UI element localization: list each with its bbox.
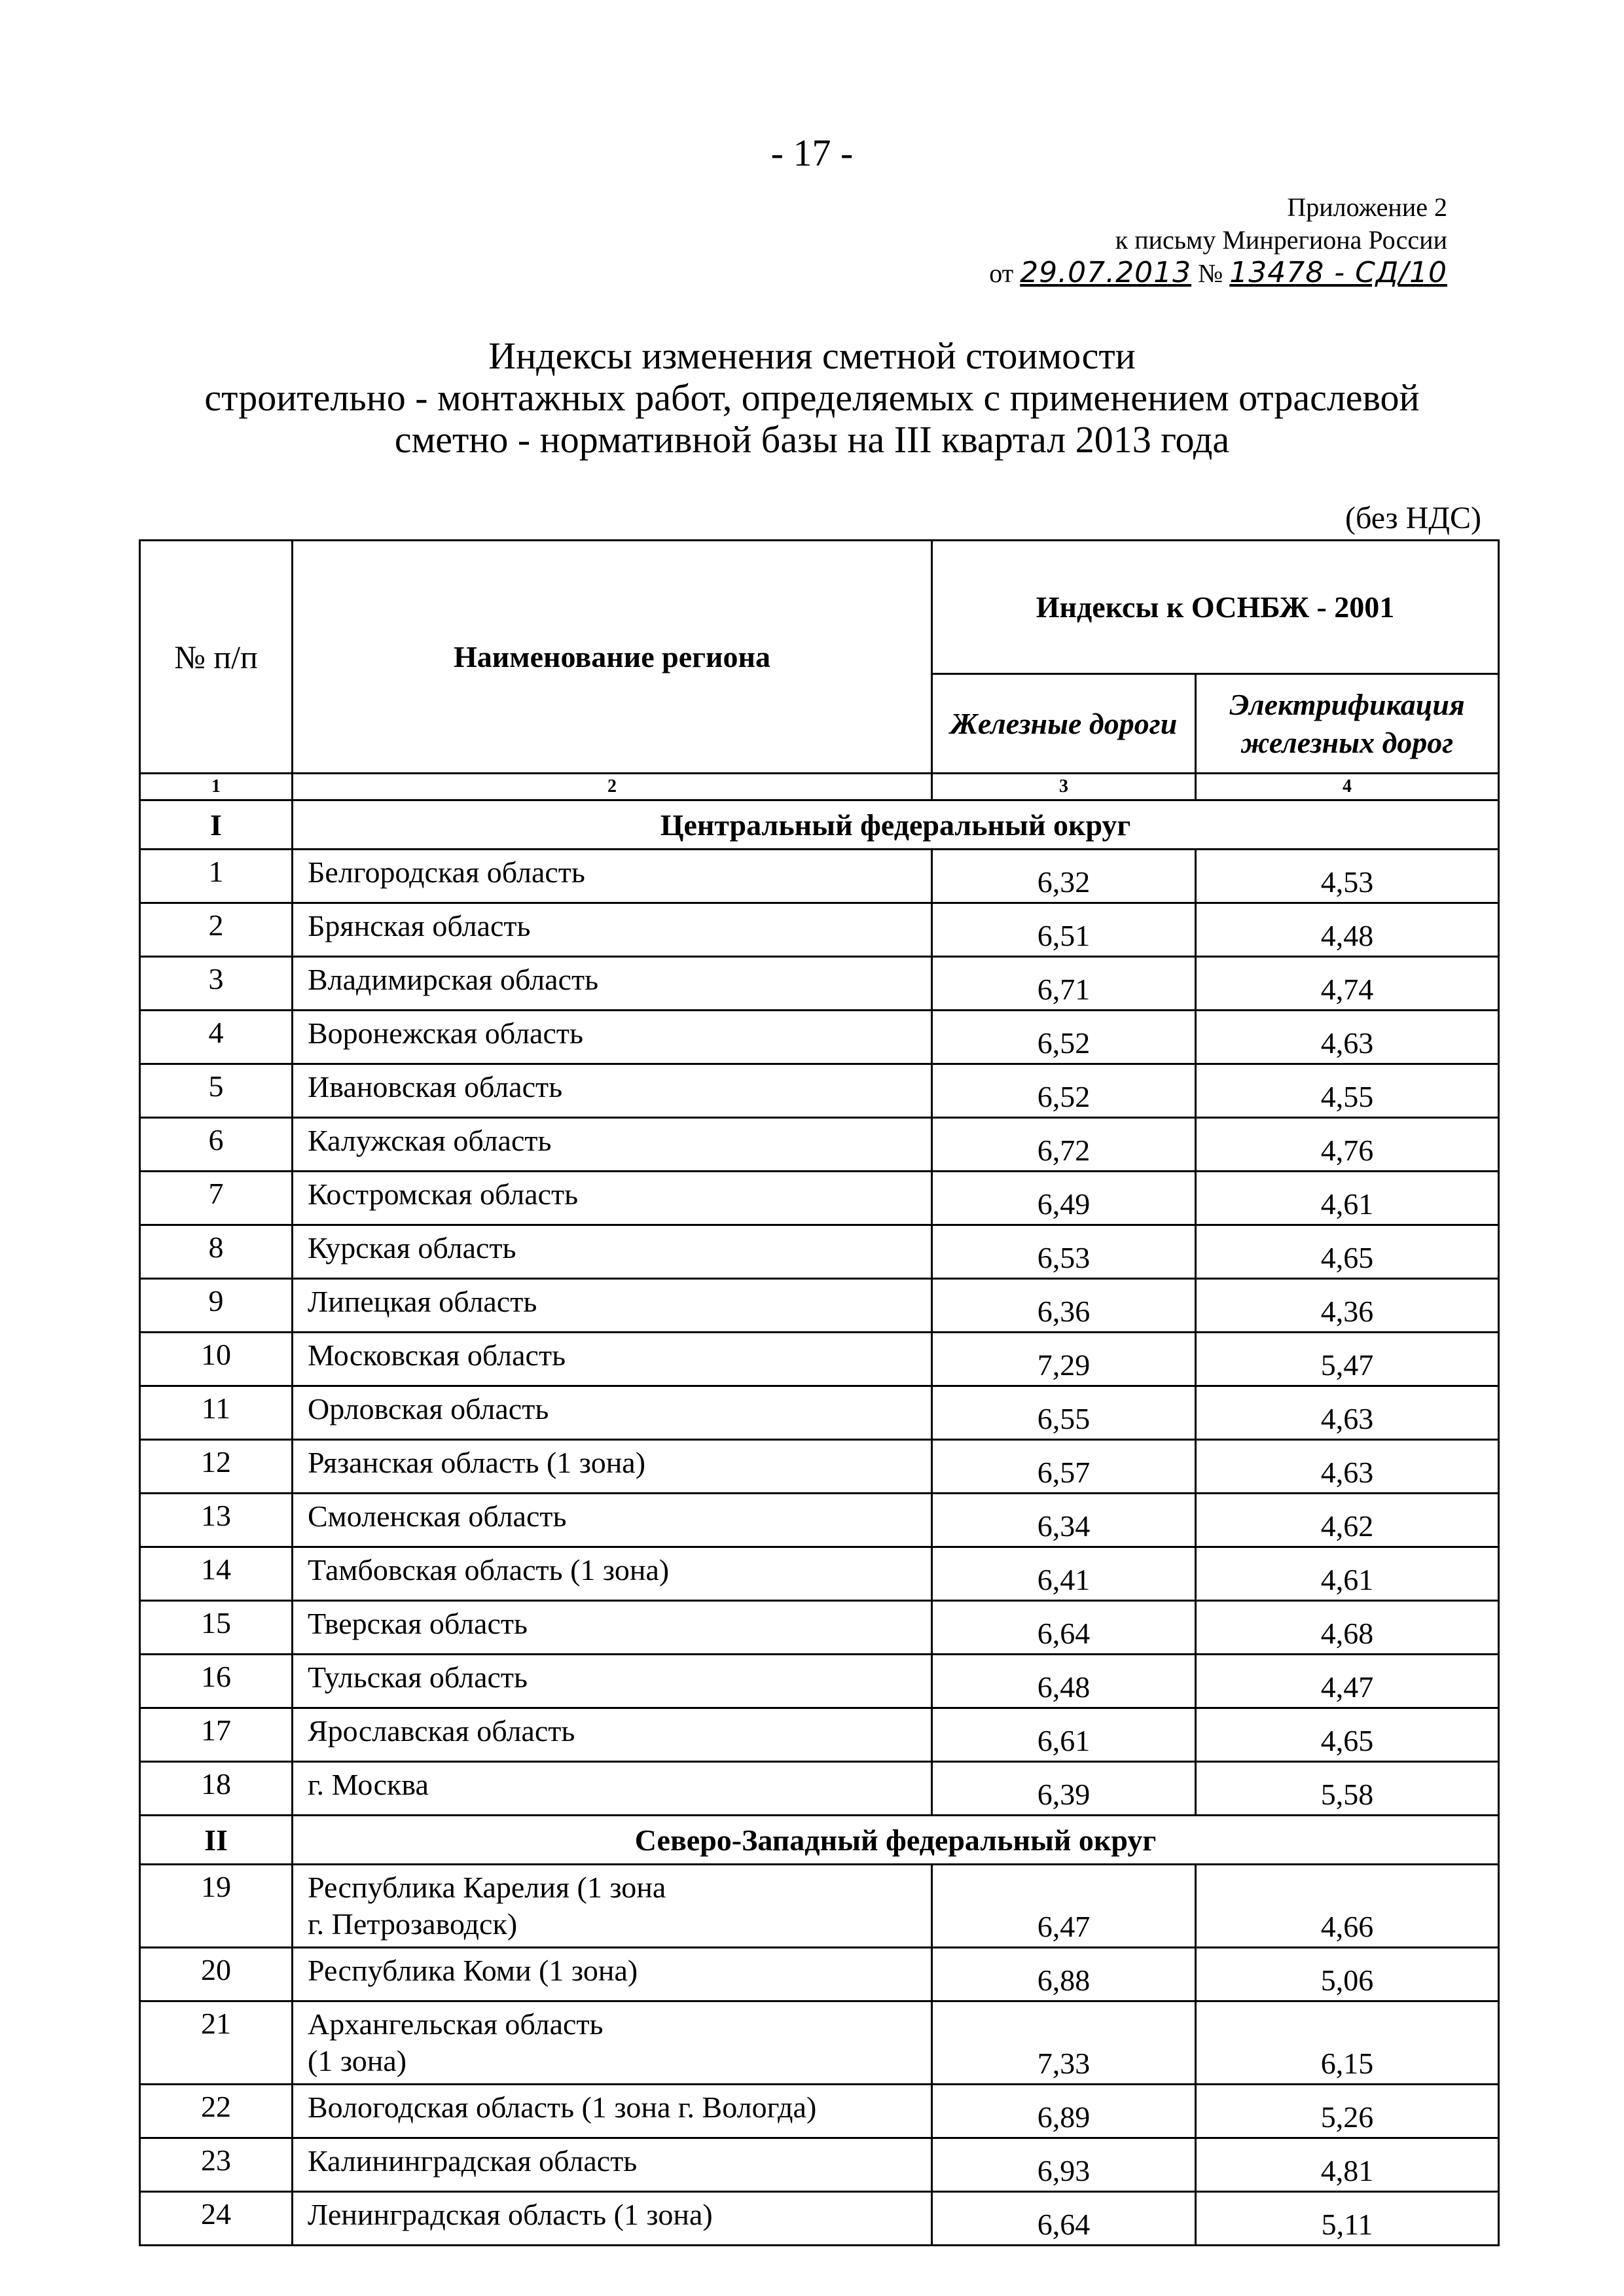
section-row-northwest xyxy=(140,1816,1499,1865)
electrification-index: 4,48 xyxy=(1196,903,1499,957)
region-name: Московская область xyxy=(293,1333,932,1386)
table-row xyxy=(140,2085,1499,2138)
electrification-index: 4,66 xyxy=(1196,1865,1499,1948)
row-number: 12 xyxy=(140,1440,293,1494)
railways-index: 6,51 xyxy=(932,903,1196,957)
row-number: 20 xyxy=(140,1948,293,2001)
table-row xyxy=(140,1279,1499,1333)
railways-index: 6,34 xyxy=(932,1494,1196,1547)
row-number: 17 xyxy=(140,1708,293,1762)
electrification-index: 4,61 xyxy=(1196,1547,1499,1601)
column-number-row xyxy=(140,774,1499,800)
table-row xyxy=(140,850,1499,903)
header-railways: Железные дороги xyxy=(932,674,1196,774)
electrification-index: 4,65 xyxy=(1196,1225,1499,1279)
table-row xyxy=(140,1011,1499,1064)
header-electrification: Электрификация железных дорог xyxy=(1196,674,1499,774)
electrification-index: 4,61 xyxy=(1196,1172,1499,1225)
row-number: 19 xyxy=(140,1865,293,1948)
table-row xyxy=(140,2001,1499,2085)
region-name: Тверская область xyxy=(293,1601,932,1655)
letter-number: 13478 - СД/10 xyxy=(1229,256,1447,289)
row-number: 13 xyxy=(140,1494,293,1547)
number-prefix: № xyxy=(1198,259,1223,288)
section-num: II xyxy=(140,1816,293,1865)
railways-index: 7,29 xyxy=(932,1333,1196,1386)
row-number: 6 xyxy=(140,1118,293,1172)
title-line-3: сметно - нормативной базы на III квартал 2013 года xyxy=(394,418,1230,461)
region-name: Вологодская область (1 зона г. Вологда) xyxy=(293,2085,932,2138)
section-row-central xyxy=(140,800,1499,850)
railways-index: 6,88 xyxy=(932,1948,1196,2001)
table-row xyxy=(140,1494,1499,1547)
table-row xyxy=(140,1225,1499,1279)
electrification-index: 4,74 xyxy=(1196,957,1499,1011)
table-row xyxy=(140,1708,1499,1762)
table-row xyxy=(140,1547,1499,1601)
table-row xyxy=(140,1064,1499,1118)
table-row xyxy=(140,1865,1499,1948)
region-name: Рязанская область (1 зона) xyxy=(293,1440,932,1494)
table-row xyxy=(140,1118,1499,1172)
row-number: 4 xyxy=(140,1011,293,1064)
railways-index: 6,61 xyxy=(932,1708,1196,1762)
from-prefix: от xyxy=(989,259,1014,288)
row-number: 1 xyxy=(140,850,293,903)
electrification-index: 4,65 xyxy=(1196,1708,1499,1762)
table-row xyxy=(140,2192,1499,2246)
section-num: I xyxy=(140,800,293,850)
index-table xyxy=(139,539,1500,2246)
row-number: 2 xyxy=(140,903,293,957)
appendix-line-3 xyxy=(989,257,1447,290)
electrification-index: 4,68 xyxy=(1196,1601,1499,1655)
header-indices-group: Индексы к ОСНБЖ - 2001 xyxy=(932,541,1499,674)
appendix-line-1: Приложение 2 xyxy=(1287,192,1447,222)
row-number: 22 xyxy=(140,2085,293,2138)
header-region: Наименование региона xyxy=(293,541,932,774)
electrification-index: 6,15 xyxy=(1196,2001,1499,2085)
railways-index: 6,64 xyxy=(932,2192,1196,2246)
table-row xyxy=(140,957,1499,1011)
electrification-index: 5,06 xyxy=(1196,1948,1499,2001)
railways-index: 6,32 xyxy=(932,850,1196,903)
appendix-block xyxy=(989,191,1447,290)
row-number: 7 xyxy=(140,1172,293,1225)
page-number: - 17 - xyxy=(770,132,854,174)
title-line-1: Индексы изменения сметной стоимости xyxy=(488,334,1136,377)
row-number: 9 xyxy=(140,1279,293,1333)
railways-index: 6,52 xyxy=(932,1064,1196,1118)
region-name: Ленинградская область (1 зона) xyxy=(293,2192,932,2246)
railways-index: 6,47 xyxy=(932,1865,1196,1948)
region-name-line-1: Республика Карелия (1 зона xyxy=(308,1871,666,1904)
section-title: Центральный федеральный округ xyxy=(293,800,1499,850)
region-name: Тамбовская область (1 зона) xyxy=(293,1547,932,1601)
railways-index: 6,55 xyxy=(932,1386,1196,1440)
row-number: 3 xyxy=(140,957,293,1011)
header-num: № п/п xyxy=(140,541,293,774)
railways-index: 6,89 xyxy=(932,2085,1196,2138)
row-number: 21 xyxy=(140,2001,293,2085)
col-number-2: 2 xyxy=(293,774,932,800)
table-row xyxy=(140,1655,1499,1708)
region-name: Владимирская область xyxy=(293,957,932,1011)
table-row xyxy=(140,2138,1499,2192)
region-name-line-2: г. Петрозаводск) xyxy=(308,1907,518,1941)
region-name: Ярославская область xyxy=(293,1708,932,1762)
railways-index: 6,52 xyxy=(932,1011,1196,1064)
region-name: Ивановская область xyxy=(293,1064,932,1118)
railways-index: 6,71 xyxy=(932,957,1196,1011)
railways-index: 7,33 xyxy=(932,2001,1196,2085)
table-body xyxy=(140,541,1499,2246)
letter-date: 29.07.2013 xyxy=(1020,256,1192,289)
railways-index: 6,48 xyxy=(932,1655,1196,1708)
railways-index: 6,39 xyxy=(932,1762,1196,1816)
electrification-index: 4,63 xyxy=(1196,1386,1499,1440)
region-name: Костромская область xyxy=(293,1172,932,1225)
region-name xyxy=(293,1865,932,1948)
electrification-index: 5,26 xyxy=(1196,2085,1499,2138)
electrification-index: 5,11 xyxy=(1196,2192,1499,2246)
region-name: Тульская область xyxy=(293,1655,932,1708)
table-row xyxy=(140,1386,1499,1440)
document-title xyxy=(0,335,1624,461)
railways-index: 6,53 xyxy=(932,1225,1196,1279)
table-row xyxy=(140,1948,1499,2001)
electrification-index: 4,81 xyxy=(1196,2138,1499,2192)
col-number-1: 1 xyxy=(140,774,293,800)
railways-index: 6,41 xyxy=(932,1547,1196,1601)
row-number: 14 xyxy=(140,1547,293,1601)
table-row xyxy=(140,903,1499,957)
row-number: 23 xyxy=(140,2138,293,2192)
region-name: Республика Коми (1 зона) xyxy=(293,1948,932,2001)
region-name: Калужская область xyxy=(293,1118,932,1172)
electrification-index: 4,55 xyxy=(1196,1064,1499,1118)
region-name: Курская область xyxy=(293,1225,932,1279)
row-number: 5 xyxy=(140,1064,293,1118)
table-row xyxy=(140,1440,1499,1494)
table-row xyxy=(140,1172,1499,1225)
region-name-line-2: (1 зона) xyxy=(308,2044,407,2077)
row-number: 24 xyxy=(140,2192,293,2246)
electrification-index: 4,63 xyxy=(1196,1440,1499,1494)
region-name: Орловская область xyxy=(293,1386,932,1440)
col-number-3: 3 xyxy=(932,774,1196,800)
row-number: 10 xyxy=(140,1333,293,1386)
region-name-line-1: Архангельская область xyxy=(308,2007,604,2041)
railways-index: 6,49 xyxy=(932,1172,1196,1225)
region-name: Воронежская область xyxy=(293,1011,932,1064)
vat-note: (без НДС) xyxy=(1344,501,1481,535)
region-name: Брянская область xyxy=(293,903,932,957)
electrification-index: 4,47 xyxy=(1196,1655,1499,1708)
electrification-index: 4,53 xyxy=(1196,850,1499,903)
appendix-line-2: к письму Минрегиона России xyxy=(1115,225,1447,255)
electrification-index: 4,62 xyxy=(1196,1494,1499,1547)
region-name: Белгородская область xyxy=(293,850,932,903)
table-row xyxy=(140,1601,1499,1655)
electrification-index: 4,36 xyxy=(1196,1279,1499,1333)
region-name: Липецкая область xyxy=(293,1279,932,1333)
col-number-4: 4 xyxy=(1196,774,1499,800)
table-row xyxy=(140,1762,1499,1816)
row-number: 16 xyxy=(140,1655,293,1708)
region-name: Смоленская область xyxy=(293,1494,932,1547)
title-line-2: строительно - монтажных работ, определяемых с применением отраслевой xyxy=(204,376,1420,419)
railways-index: 6,72 xyxy=(932,1118,1196,1172)
row-number: 11 xyxy=(140,1386,293,1440)
row-number: 8 xyxy=(140,1225,293,1279)
electrification-index: 5,47 xyxy=(1196,1333,1499,1386)
row-number: 18 xyxy=(140,1762,293,1816)
railways-index: 6,64 xyxy=(932,1601,1196,1655)
railways-index: 6,36 xyxy=(932,1279,1196,1333)
electrification-index: 4,63 xyxy=(1196,1011,1499,1064)
electrification-index: 5,58 xyxy=(1196,1762,1499,1816)
row-number: 15 xyxy=(140,1601,293,1655)
section-title: Северо-Западный федеральный округ xyxy=(293,1816,1499,1865)
region-name xyxy=(293,2001,932,2085)
region-name: Калининградская область xyxy=(293,2138,932,2192)
region-name: г. Москва xyxy=(293,1762,932,1816)
header-row-1 xyxy=(140,541,1499,674)
railways-index: 6,57 xyxy=(932,1440,1196,1494)
table-row xyxy=(140,1333,1499,1386)
electrification-index: 4,76 xyxy=(1196,1118,1499,1172)
railways-index: 6,93 xyxy=(932,2138,1196,2192)
